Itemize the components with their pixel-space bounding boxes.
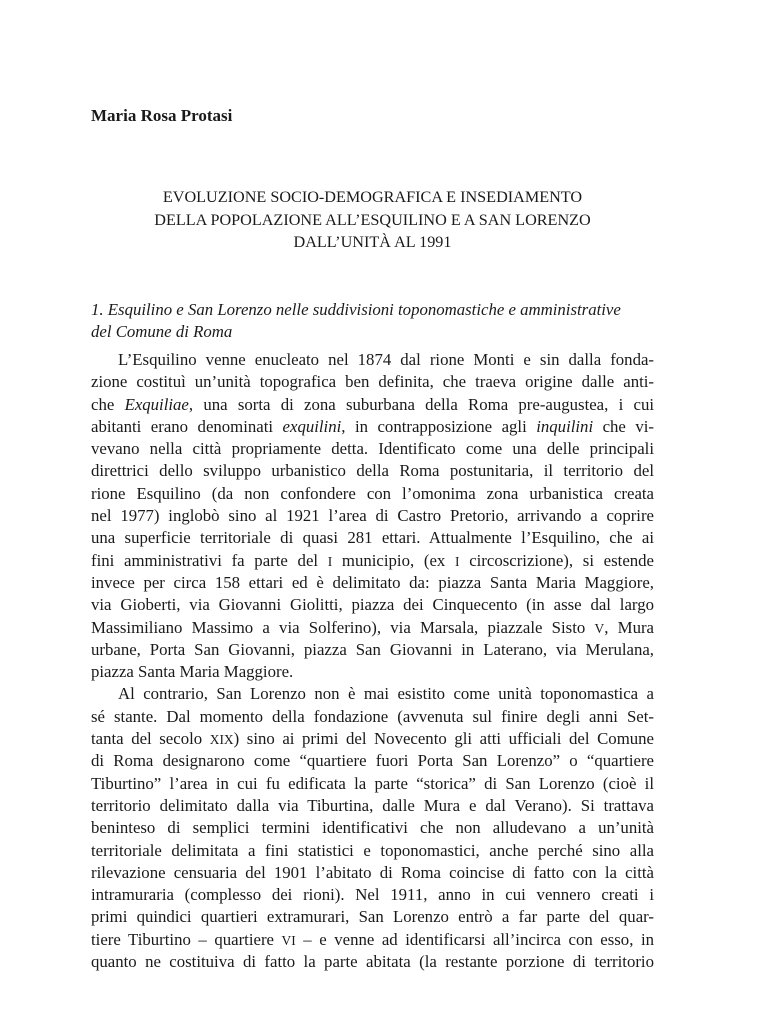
- author-name: Maria Rosa Protasi: [91, 106, 233, 125]
- text-line: abitanti erano denominati exquilini, in contrapposizione agli inquilini che vi-: [91, 416, 654, 436]
- text-line: fini amministrativi fa parte del I municipio, (ex I circoscrizione), si estende: [91, 550, 654, 570]
- text-line: territoriale delimitata a fini statistici e toponomastici, anche perché sino alla: [91, 840, 654, 860]
- text-line: sé stante. Dal momento della fondazione (avvenuta sul finire degli anni Set-: [91, 706, 654, 726]
- text-line: una superficie territoriale di quasi 281 ettari. Attualmente l’Esquilino, che ai: [91, 528, 654, 548]
- title-line: DALL’UNITÀ AL 1991: [293, 233, 452, 251]
- section-heading-line: del Comune di Roma: [91, 322, 233, 341]
- text-line: territorio delimitato dalla via Tiburtina, dalle Mura e dal Verano). Si trattava: [91, 795, 654, 815]
- text-line: rilevazione censuaria del 1901 l’abitato di Roma coincise di fatto con la città: [91, 862, 654, 882]
- text-line: Massimiliano Massimo a via Solferino), via Marsala, piazzale Sisto V, Mura: [91, 617, 654, 637]
- text-line: Tiburtino” l’area in cui fu edificata la parte “storica” di San Lorenzo (cioè il: [91, 773, 654, 793]
- text-line: piazza Santa Maria Maggiore.: [91, 662, 294, 682]
- article-title: [91, 186, 654, 254]
- text-line: direttrici dello sviluppo urbanistico della Roma postunitaria, il territorio del: [91, 461, 654, 481]
- text-line: zione costituì un’unità topografica ben definita, che traeva origine dalle anti-: [91, 372, 654, 392]
- text-line: vevano nella città propriamente detta. Identificato come una delle principali: [91, 439, 654, 459]
- text-line: urbane, Porta San Giovanni, piazza San Giovanni in Laterano, via Merulana,: [91, 639, 654, 659]
- text-line: invece per circa 158 ettari ed è delimitato da: piazza Santa Maria Maggiore,: [91, 572, 654, 592]
- text-line: nel 1977) inglobò sino al 1921 l’area di Castro Pretorio, arrivando a coprire: [91, 506, 654, 526]
- text-line: beninteso di semplici termini identificativi che non alludevano a un’unità: [91, 818, 654, 838]
- body-text: [91, 349, 654, 973]
- text-line: Al contrario, San Lorenzo non è mai esistito come unità toponomastica a: [118, 684, 654, 704]
- text-line: quanto ne costituiva di fatto la parte abitata (la restante porzione di territorio: [91, 952, 654, 972]
- latin-term: Exquiliae: [124, 394, 189, 414]
- text-line: tiere Tiburtino – quartiere VI – e venne ad identificarsi all’incirca con esso, in: [91, 929, 654, 949]
- latin-term: exquilini: [282, 416, 342, 436]
- text-line: intramuraria (complesso dei rioni). Nel 1911, anno in cui vennero creati i: [91, 885, 654, 905]
- text-line: tanta del secolo XIX) sino ai primi del Novecento gli atti ufficiali del Comune: [91, 729, 654, 749]
- text-line: L’Esquilino venne enucleato nel 1874 dal rione Monti e sin dalla fonda-: [118, 350, 654, 369]
- title-line: EVOLUZIONE SOCIO-DEMOGRAFICA E INSEDIAMENTO: [162, 188, 583, 206]
- section-heading-line: 1. Esquilino e San Lorenzo nelle suddivisioni toponomastiche e amministrative: [91, 300, 621, 319]
- text-line: di Roma designarono come “quartiere fuori Porta San Lorenzo” o “quartiere: [91, 751, 654, 771]
- section-heading: [91, 299, 654, 343]
- text-line: che Exquiliae, una sorta di zona suburbana della Roma pre-augustea, i cui: [91, 394, 654, 414]
- title-line: DELLA POPOLAZIONE ALL’ESQUILINO E A SAN LORENZO: [154, 210, 591, 229]
- text-line: rione Esquilino (da non confondere con l’omonima zona urbanistica creata: [91, 483, 654, 503]
- text-line: via Gioberti, via Giovanni Giolitti, piazza dei Cinquecento (in asse dal largo: [91, 595, 654, 615]
- text-line: primi quindici quartieri extramurari, San Lorenzo entrò a far parte del quar-: [91, 907, 654, 927]
- latin-term: inquilini: [536, 416, 594, 436]
